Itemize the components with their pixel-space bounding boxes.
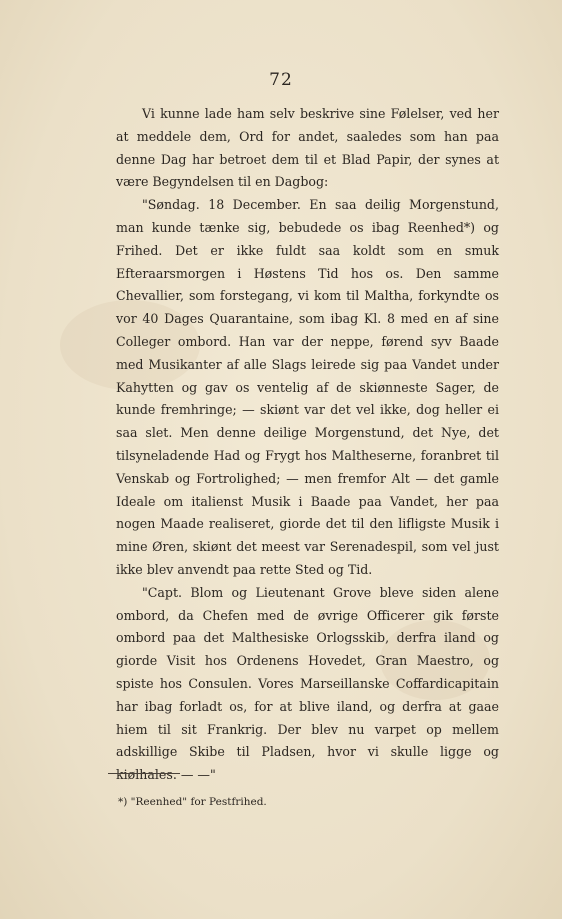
footnote: *) "Reenhed" for Pestfrihed. <box>118 796 267 808</box>
page-number: 72 <box>269 70 293 90</box>
paragraph: Vi kunne lade ham selv beskrive sine Følelser, ved her at meddele dem, Ord for andet, saaledes som han paa denne Dag har betroet dem til et Blad Papir, der synes at være Begyndelsen til en Dagbog: <box>116 106 499 190</box>
paragraph: "Capt. Blom og Lieutenant Grove bleve siden alene ombord, da Chefen med de øvrige Officerer gik første ombord paa det Malthesiske Orlogsskib, derfra iland og giorde Visit hos Ordenens Hovedet, Gran Maestro, og spiste hos Consulen. Vores Marseillanske Coffardicapitain har ibag forladt os, for at blive iland, og derfra at gaae hiem til sit Frankrig. Der blev nu varpet op mellem adskillige Skibe til Pladsen, hvor vi skulle ligge og kiølhales. — —" <box>116 584 499 783</box>
body-text <box>116 103 499 787</box>
footnote-divider <box>108 773 180 774</box>
paragraph: "Søndag. 18 December. En saa deilig Morgenstund, man kunde tænke sig, bebudede os ibag Reenhed*) og Frihed. Det er ikke fuldt saa koldt som en smuk Efteraarsmorgen i Høstens Tid hos os. Den samme Chevallier, som forstegang, vi kom til Maltha, forkyndte os vor 40 Dages Quarantaine, som ibag Kl. 8 med en af sine Colleger ombord. Han var der neppe, førend syv Baade med Musikanter af alle Slags leirede sig paa Vandet under Kahytten og gav os ventelig af de skiønneste Sager, de kunde fremhringe; — skiønt var det vel ikke, dog heller ei saa slet. Men denne deilige Morgenstund, det Nye, det tilsyneladende Had og Frygt hos Maltheserne, foranbret til Venskab og Fortrolighed; — men fremfor Alt — det gamle Ideale om italienst Musik i Baade paa Vandet, her paa nogen Maade realiseret, giorde det til den lifligste Musik i mine Øren, skiønt det meest var Serenadespil, som vel just ikke blev anvendt paa rette Sted og Tid. <box>116 197 499 577</box>
